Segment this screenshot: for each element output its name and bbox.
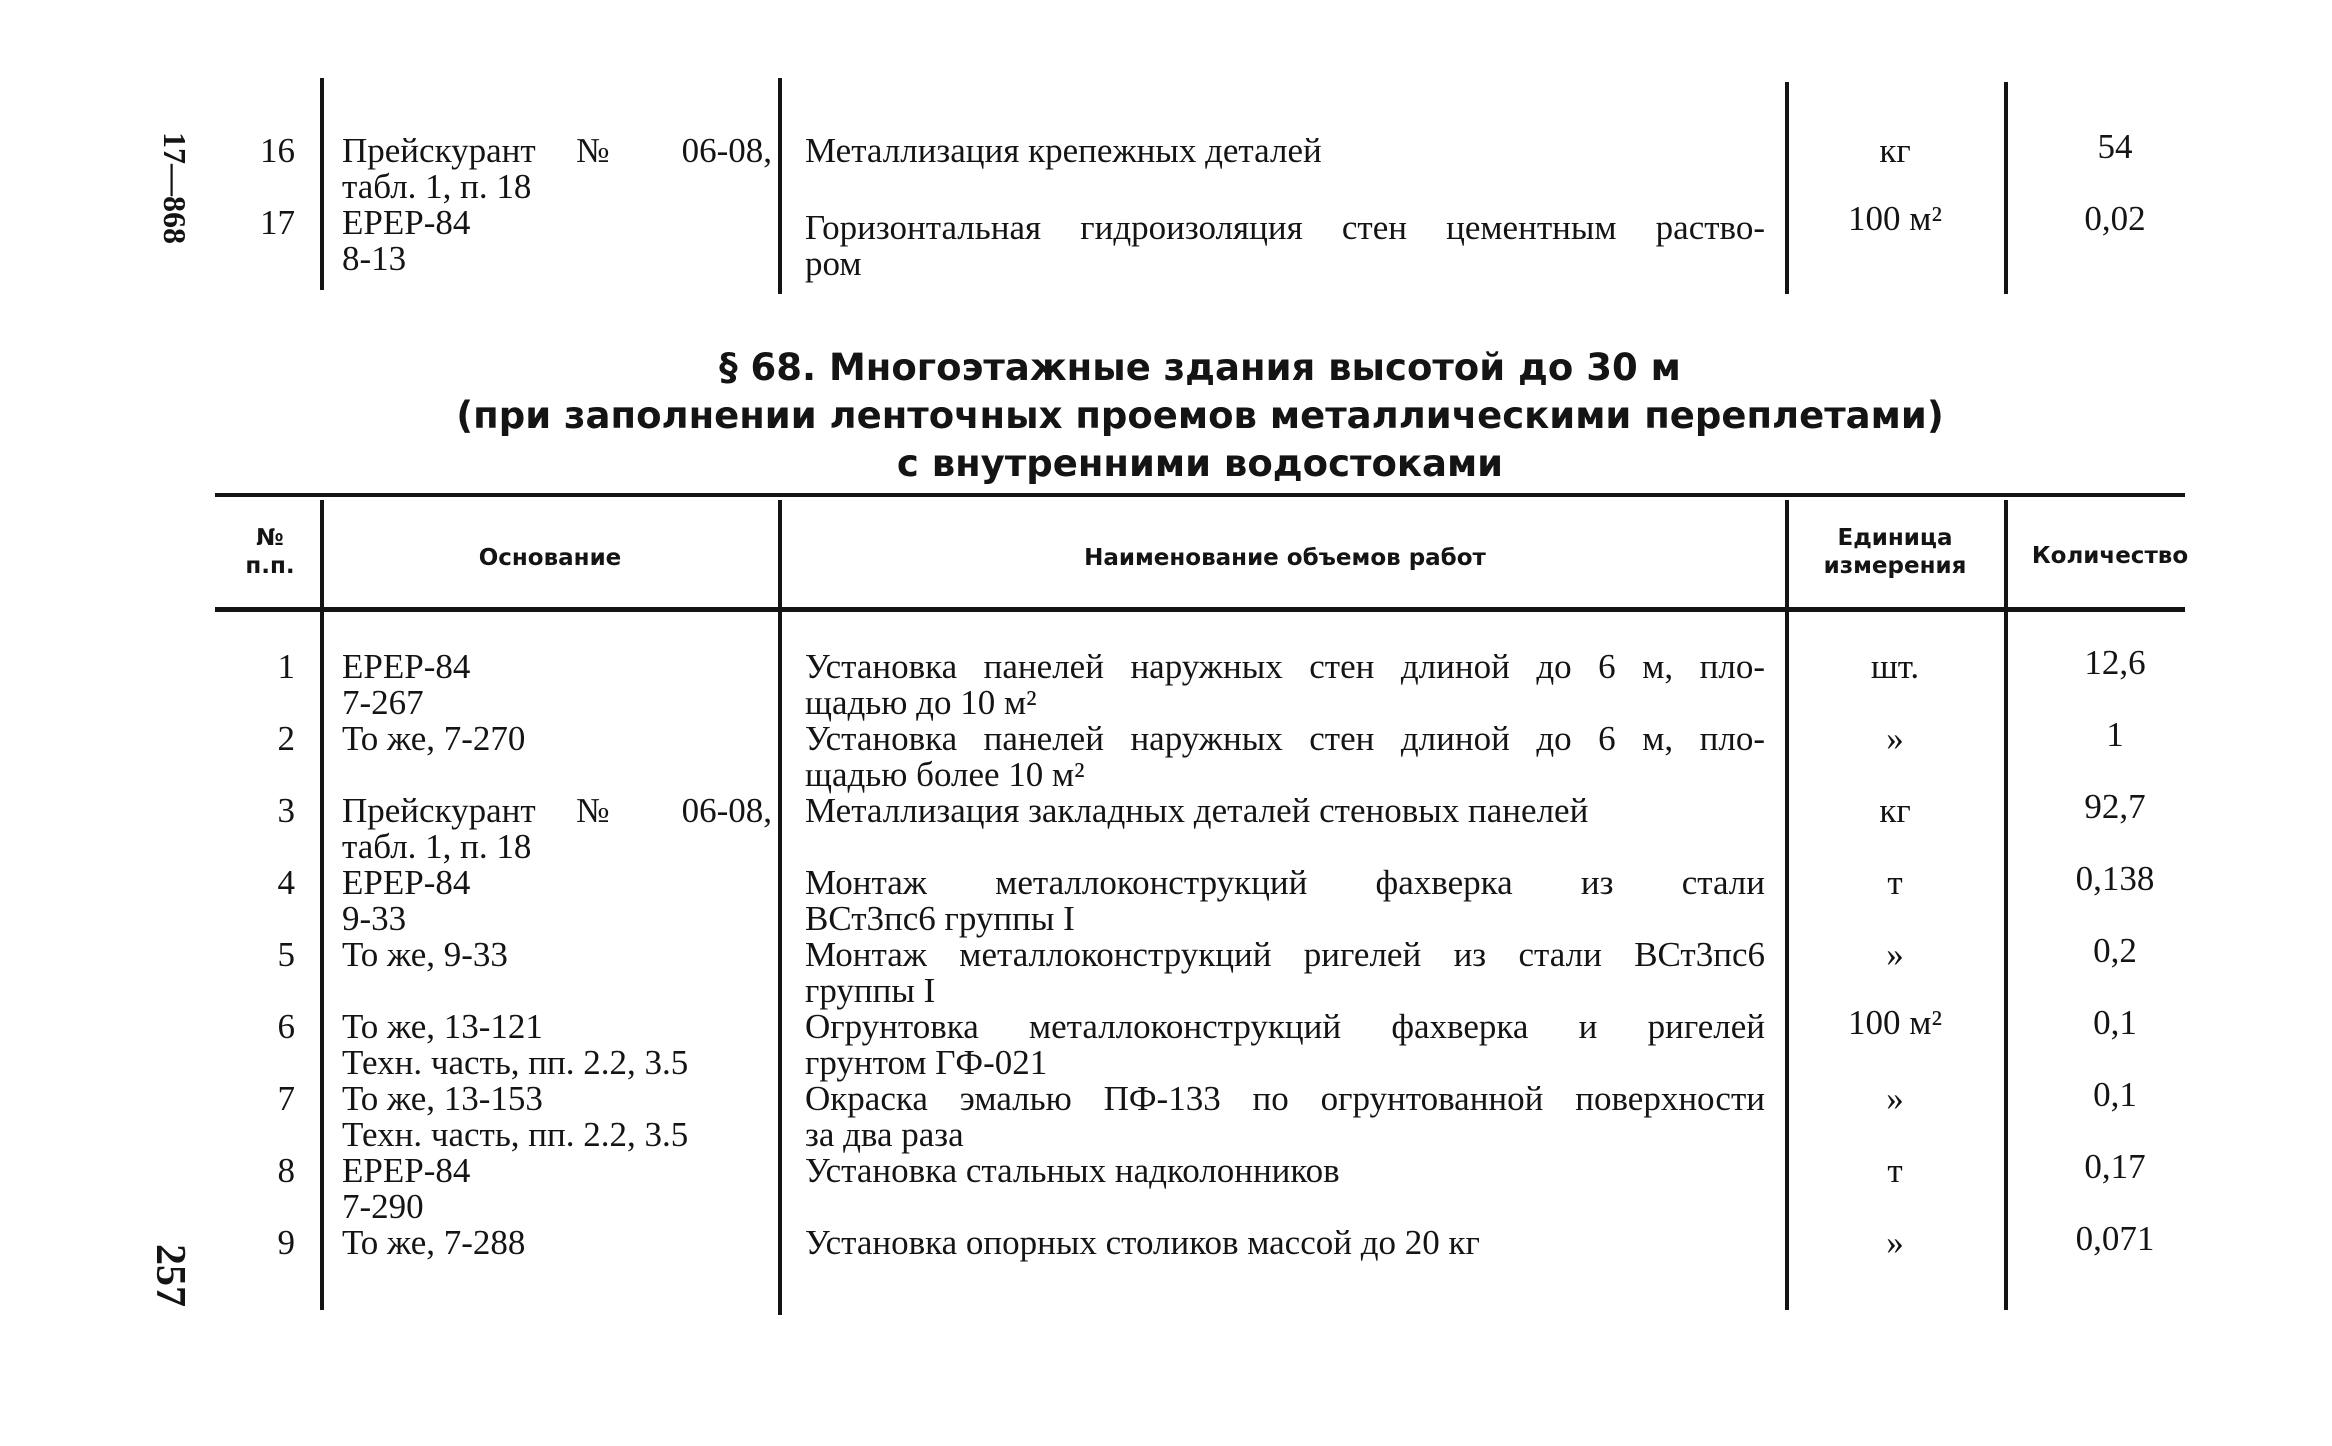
row-number: 4 <box>277 863 295 902</box>
table-row <box>0 1219 2332 1297</box>
header-unit-line: Единица <box>1837 525 1953 551</box>
header-number-line: № <box>256 525 284 551</box>
row-quantity: 0,138 <box>2075 859 2155 898</box>
row-basis-line: ЕРЕР-84 <box>342 863 471 902</box>
header-number <box>225 524 315 580</box>
row-name-line: Горизонтальная гидроизоляция стен цементным раство- <box>805 208 1765 247</box>
section-title <box>215 344 2185 488</box>
row-number: 17 <box>260 203 295 242</box>
row-quantity: 0,1 <box>2093 1075 2137 1114</box>
section-title-line: с внутренними водостоками <box>896 442 1504 485</box>
row-name-line: щадью более 10 м² <box>805 755 1085 794</box>
row-number: 5 <box>277 935 295 974</box>
row-basis <box>342 793 772 865</box>
row-quantity: 0,071 <box>2075 1219 2155 1258</box>
row-name-line: Металлизация крепежных деталей <box>805 131 1322 170</box>
row-unit: » <box>1886 1079 1904 1118</box>
row-unit: кг <box>1879 791 1911 830</box>
row-unit: т <box>1887 863 1903 902</box>
table-row <box>0 715 2332 794</box>
header-basis: Основание <box>478 545 622 571</box>
row-name-line: Установка опорных столиков массой до 20 кг <box>805 1223 1480 1262</box>
row-number: 3 <box>277 791 295 830</box>
row-name <box>805 1081 1765 1153</box>
row-name <box>805 1009 1765 1081</box>
row-basis-line: 7-267 <box>342 683 424 722</box>
section-title-line: § 68. Многоэтажные здания высотой до 30 м <box>719 346 1681 389</box>
row-name-line: ВСт3пс6 группы I <box>805 899 1075 938</box>
row-basis <box>342 649 772 721</box>
row-name-line: Установка стальных надколонников <box>805 1151 1340 1190</box>
row-quantity: 0,2 <box>2093 931 2137 970</box>
row-unit: » <box>1886 1223 1904 1262</box>
row-basis <box>342 721 772 757</box>
row-name-line: Установка панелей наружных стен длиной до 6 м, пло- <box>805 719 1765 758</box>
row-basis-line: табл. 1, п. 18 <box>342 167 532 206</box>
row-basis <box>342 1081 772 1153</box>
row-name-line: Окраска эмалью ПФ-133 по огрунтованной поверхности <box>805 1079 1765 1118</box>
row-name <box>805 1153 1765 1189</box>
row-number: 8 <box>277 1151 295 1190</box>
row-basis-line: Прейскурант № 06-08, <box>342 791 772 830</box>
row-basis-line: 8-13 <box>342 239 407 278</box>
table-row <box>0 859 2332 938</box>
rule-unit <box>1785 500 1789 612</box>
row-number: 16 <box>260 131 295 170</box>
row-unit: т <box>1887 1151 1903 1190</box>
row-name-line: Монтаж металлоконструкций фахверка из стали <box>805 863 1765 902</box>
row-basis <box>342 865 772 937</box>
row-quantity: 12,6 <box>2084 643 2146 682</box>
row-basis <box>342 205 772 277</box>
row-basis-line: Техн. часть, пп. 2.2, 3.5 <box>342 1115 689 1154</box>
table-row <box>0 199 2332 283</box>
row-basis <box>342 133 772 205</box>
row-name <box>805 793 1765 829</box>
row-basis-line: Прейскурант № 06-08, <box>342 131 772 170</box>
row-name <box>805 865 1765 937</box>
header-name: Наименование объемов работ <box>1084 545 1486 571</box>
row-name <box>805 133 1765 169</box>
document-code: 17—868 <box>157 132 193 244</box>
row-basis <box>342 1225 772 1261</box>
row-unit: » <box>1886 935 1904 974</box>
row-basis-line: ЕРЕР-84 <box>342 647 471 686</box>
row-number: 9 <box>277 1223 295 1262</box>
row-basis <box>342 1009 772 1081</box>
table-row <box>0 931 2332 1010</box>
table-header-rule <box>215 607 2185 612</box>
table-top-rule <box>215 493 2185 497</box>
page-number: 257 <box>147 1244 193 1307</box>
row-number: 7 <box>277 1079 295 1118</box>
row-name-line: ром <box>805 244 862 283</box>
table-row <box>0 1003 2332 1082</box>
row-quantity: 92,7 <box>2084 787 2146 826</box>
table-row <box>0 127 2332 206</box>
row-basis-line: То же, 13-121 <box>342 1007 543 1046</box>
row-basis-line: То же, 7-270 <box>342 719 526 758</box>
row-number: 6 <box>277 1007 295 1046</box>
table-row <box>0 1075 2332 1154</box>
row-basis <box>342 937 772 973</box>
row-name-line: щадью до 10 м² <box>805 683 1037 722</box>
row-basis-line: То же, 13-153 <box>342 1079 543 1118</box>
row-name-line: Металлизация закладных деталей стеновых панелей <box>805 791 1589 830</box>
row-quantity: 0,1 <box>2093 1003 2137 1042</box>
header-unit <box>1790 524 2000 580</box>
table-row <box>0 787 2332 866</box>
row-unit: 100 м² <box>1848 199 1942 238</box>
section-title-line: (при заполнении ленточных проемов металлическими переплетами) <box>456 394 1944 437</box>
header-quantity: Количество <box>2031 543 2189 569</box>
row-quantity: 54 <box>2097 127 2133 166</box>
row-name-line: Огрунтовка металлоконструкций фахверка и ригелей <box>805 1007 1765 1046</box>
row-number: 2 <box>277 719 295 758</box>
row-basis-line: табл. 1, п. 18 <box>342 827 532 866</box>
row-unit: шт. <box>1870 647 1920 686</box>
row-name <box>805 649 1765 721</box>
row-name <box>805 1225 1765 1261</box>
row-unit: кг <box>1879 131 1911 170</box>
row-basis-line: Техн. часть, пп. 2.2, 3.5 <box>342 1043 689 1082</box>
row-basis-line: То же, 7-288 <box>342 1223 526 1262</box>
row-basis-line: То же, 9-33 <box>342 935 508 974</box>
row-name-line: Установка панелей наружных стен длиной до 6 м, пло- <box>805 647 1765 686</box>
row-number: 1 <box>277 647 295 686</box>
row-unit: 100 м² <box>1848 1003 1942 1042</box>
table-row <box>0 643 2332 722</box>
row-basis-line: 7-290 <box>342 1187 424 1226</box>
row-quantity: 0,02 <box>2084 199 2146 238</box>
row-name-line: за два раза <box>805 1115 964 1154</box>
row-basis-line: ЕРЕР-84 <box>342 1151 471 1190</box>
row-name-line: грунтом ГФ-021 <box>805 1043 1048 1082</box>
row-name <box>805 937 1765 1009</box>
header-number-line: п.п. <box>245 553 295 579</box>
row-quantity: 0,17 <box>2084 1147 2146 1186</box>
row-name <box>805 210 1765 282</box>
row-basis-line: ЕРЕР-84 <box>342 203 471 242</box>
row-basis <box>342 1153 772 1225</box>
row-name-line: группы I <box>805 971 936 1010</box>
table-row <box>0 1147 2332 1226</box>
row-quantity: 1 <box>2106 715 2124 754</box>
row-basis-line: 9-33 <box>342 899 407 938</box>
row-name <box>805 721 1765 793</box>
row-unit: » <box>1886 719 1904 758</box>
header-unit-line: измерения <box>1823 553 1967 579</box>
row-name-line: Монтаж металлоконструкций ригелей из стали ВСт3пс6 <box>805 935 1765 974</box>
